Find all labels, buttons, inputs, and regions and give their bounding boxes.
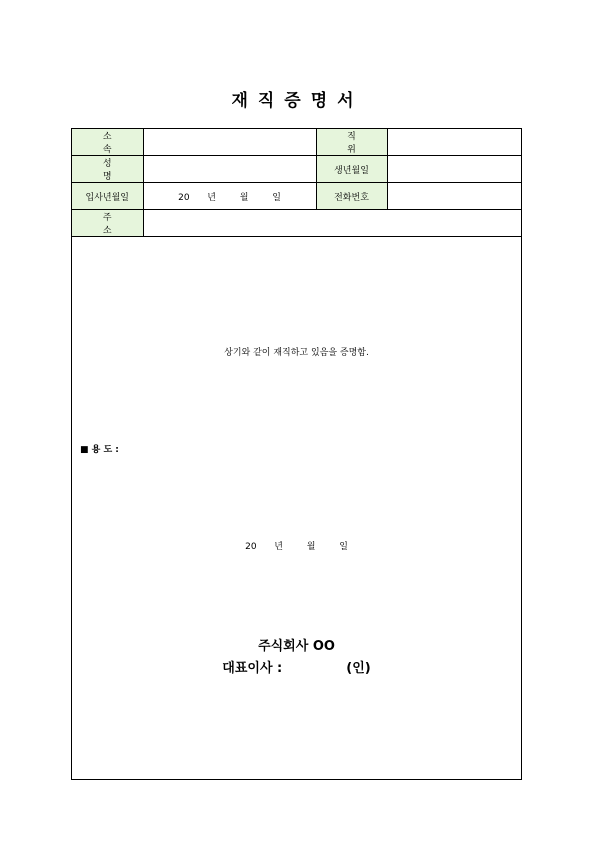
hire-date-field[interactable] bbox=[143, 183, 316, 210]
hire-month-unit: 월 bbox=[239, 192, 249, 203]
table-row bbox=[72, 129, 521, 156]
phone-label: 전화번호 bbox=[316, 183, 387, 210]
table-row bbox=[72, 210, 521, 237]
name-field[interactable] bbox=[143, 156, 316, 183]
department-field[interactable] bbox=[143, 129, 316, 156]
hire-year-unit: 년 bbox=[207, 192, 216, 203]
hire-day-unit: 일 bbox=[272, 192, 281, 203]
usage-label: ■ 용 도 : bbox=[80, 445, 119, 455]
position-label: 직 위 bbox=[316, 129, 387, 156]
certificate-form bbox=[71, 128, 522, 780]
certification-statement: 상기와 같이 재직하고 있음을 증명함. bbox=[224, 348, 369, 358]
company-name: 주식회사 OO bbox=[258, 639, 335, 654]
certificate-body bbox=[72, 237, 521, 782]
hire-date-label: 입사년월일 bbox=[72, 183, 143, 210]
name-label: 성 명 bbox=[72, 156, 143, 183]
issue-day-unit: 일 bbox=[339, 542, 348, 552]
department-label: 소 속 bbox=[72, 129, 143, 156]
birthdate-field[interactable] bbox=[387, 156, 521, 183]
issue-month-unit: 월 bbox=[306, 542, 316, 552]
ceo-label: 대표이사 : bbox=[222, 661, 283, 676]
issue-year-unit: 년 bbox=[274, 542, 283, 552]
address-label: 주 소 bbox=[72, 210, 143, 237]
document-title: 재직증명서 bbox=[231, 91, 364, 111]
hire-year: 20 bbox=[178, 192, 190, 203]
position-field[interactable] bbox=[387, 129, 521, 156]
issue-date[interactable] bbox=[72, 539, 521, 552]
phone-field[interactable] bbox=[387, 183, 521, 210]
seal-mark: (인) bbox=[346, 661, 371, 676]
birthdate-label: 생년월일 bbox=[316, 156, 387, 183]
issue-year: 20 bbox=[245, 542, 257, 552]
table-row bbox=[72, 156, 521, 183]
employee-info-table bbox=[72, 129, 521, 237]
table-row bbox=[72, 183, 521, 210]
address-field[interactable] bbox=[143, 210, 521, 237]
ceo-line bbox=[72, 657, 521, 676]
